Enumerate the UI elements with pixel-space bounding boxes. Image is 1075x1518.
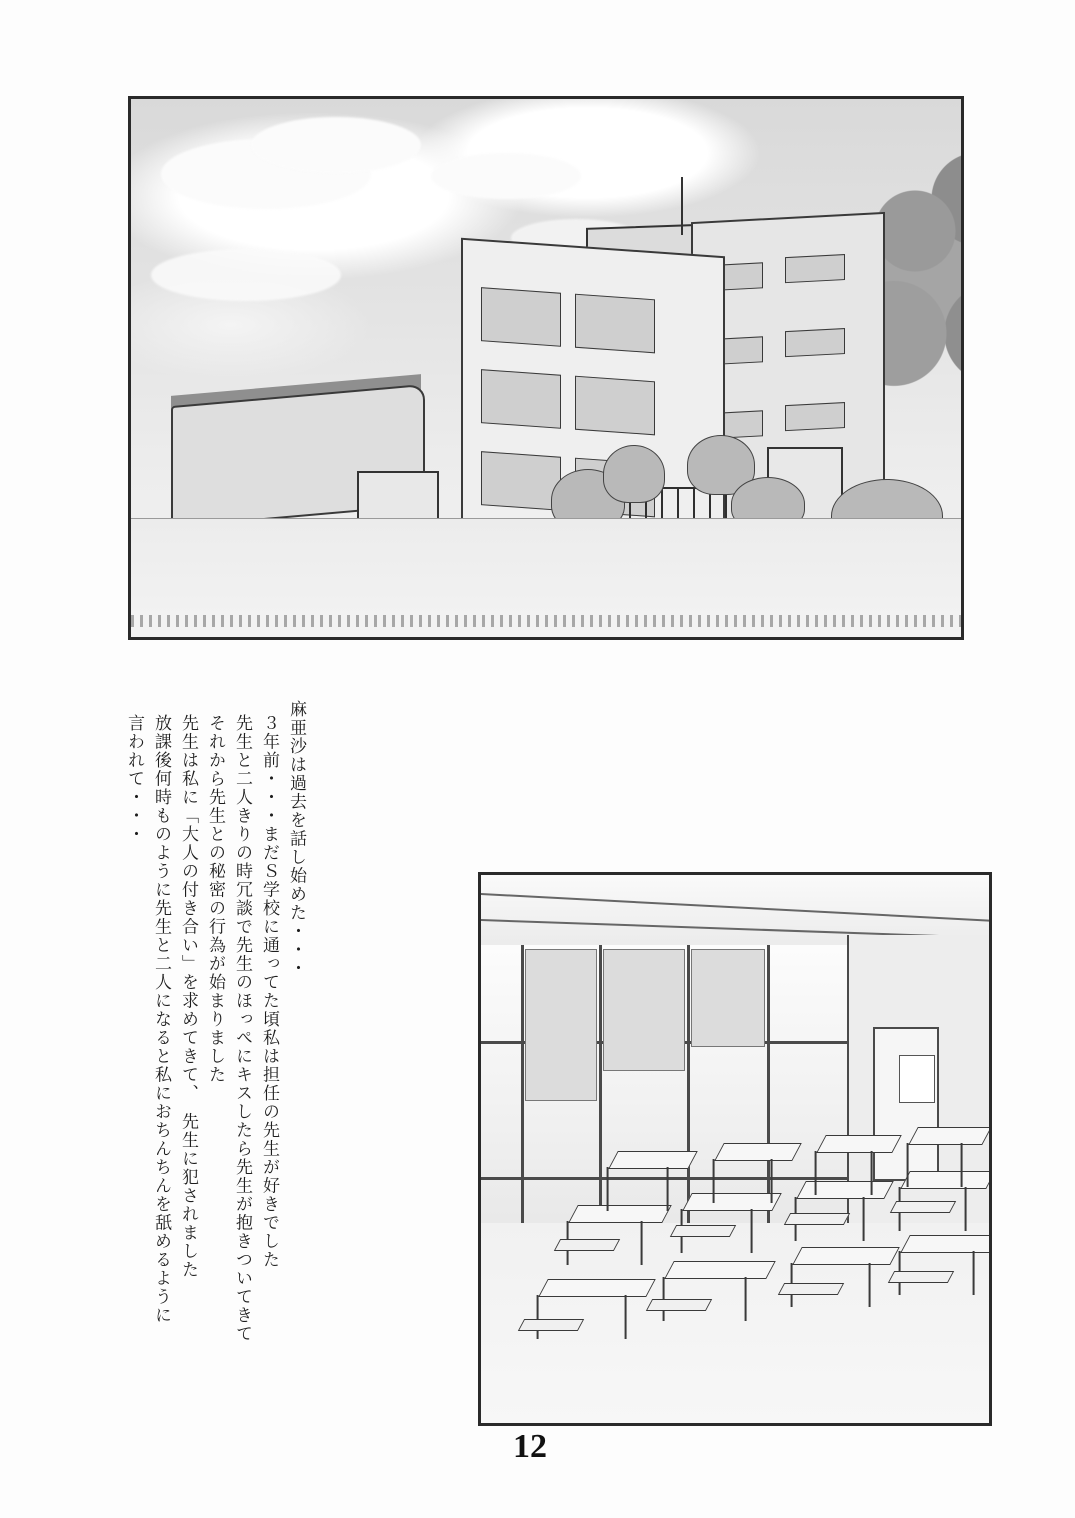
antenna xyxy=(681,177,683,235)
cloud xyxy=(251,117,421,173)
narration-line-5: 先生は私に「大人の付き合い」を求めてきて、 先生に犯されました xyxy=(178,714,198,1279)
panel-school-exterior xyxy=(128,96,964,640)
chair xyxy=(778,1283,844,1295)
desk xyxy=(714,1143,802,1161)
curtain xyxy=(525,949,597,1101)
bush xyxy=(603,445,665,503)
desk xyxy=(682,1193,782,1211)
chair xyxy=(784,1213,850,1225)
desk xyxy=(908,1127,992,1145)
panel-classroom xyxy=(478,872,992,1426)
desk xyxy=(538,1279,656,1297)
chair xyxy=(888,1271,954,1283)
wall-notice xyxy=(899,1055,935,1103)
chair xyxy=(890,1201,956,1213)
chair xyxy=(646,1299,712,1311)
narration-line-7: 言われて・・・ xyxy=(124,714,144,844)
narration-line-1: 麻亜沙は過去を話し始めた・・・ xyxy=(286,700,306,978)
window xyxy=(481,451,561,511)
chair xyxy=(554,1239,620,1251)
window xyxy=(481,287,561,347)
narration-line-6: 放課後何時ものように先生と二人になると私におちんちんを舐めるように xyxy=(151,714,171,1325)
window-mullion xyxy=(599,945,602,1245)
curtain xyxy=(603,949,685,1071)
window xyxy=(575,376,655,436)
cloud xyxy=(151,249,341,301)
window xyxy=(575,294,655,354)
window xyxy=(785,328,845,357)
window xyxy=(481,369,561,429)
desk xyxy=(816,1135,902,1153)
ground-texture xyxy=(131,615,961,627)
narration-line-3: 先生と二人きりの時冗談で先生のほっぺにキスしたら先生が抱きついてきて xyxy=(232,714,252,1343)
cloud xyxy=(431,153,581,199)
window-mullion xyxy=(521,945,524,1245)
narration-line-4: それから先生との秘密の行為が始まりました xyxy=(205,714,225,1084)
window xyxy=(785,254,845,283)
desk xyxy=(608,1151,698,1169)
desk xyxy=(792,1247,900,1265)
desk xyxy=(900,1171,992,1189)
chair xyxy=(518,1319,584,1331)
desk xyxy=(900,1235,992,1253)
chair xyxy=(670,1225,736,1237)
ground xyxy=(131,518,961,637)
window-sash xyxy=(481,1177,847,1180)
narration-text-block xyxy=(120,700,309,1360)
page-number: 12 xyxy=(513,1428,547,1465)
desk xyxy=(796,1181,894,1199)
curtain xyxy=(691,949,765,1047)
window xyxy=(785,402,845,431)
ceiling-line xyxy=(481,893,992,922)
desk xyxy=(664,1261,776,1279)
desk xyxy=(568,1205,672,1223)
narration-line-2: ３年前・・・まだＳ学校に通ってた頃私は担任の先生が好きでした xyxy=(259,714,279,1269)
